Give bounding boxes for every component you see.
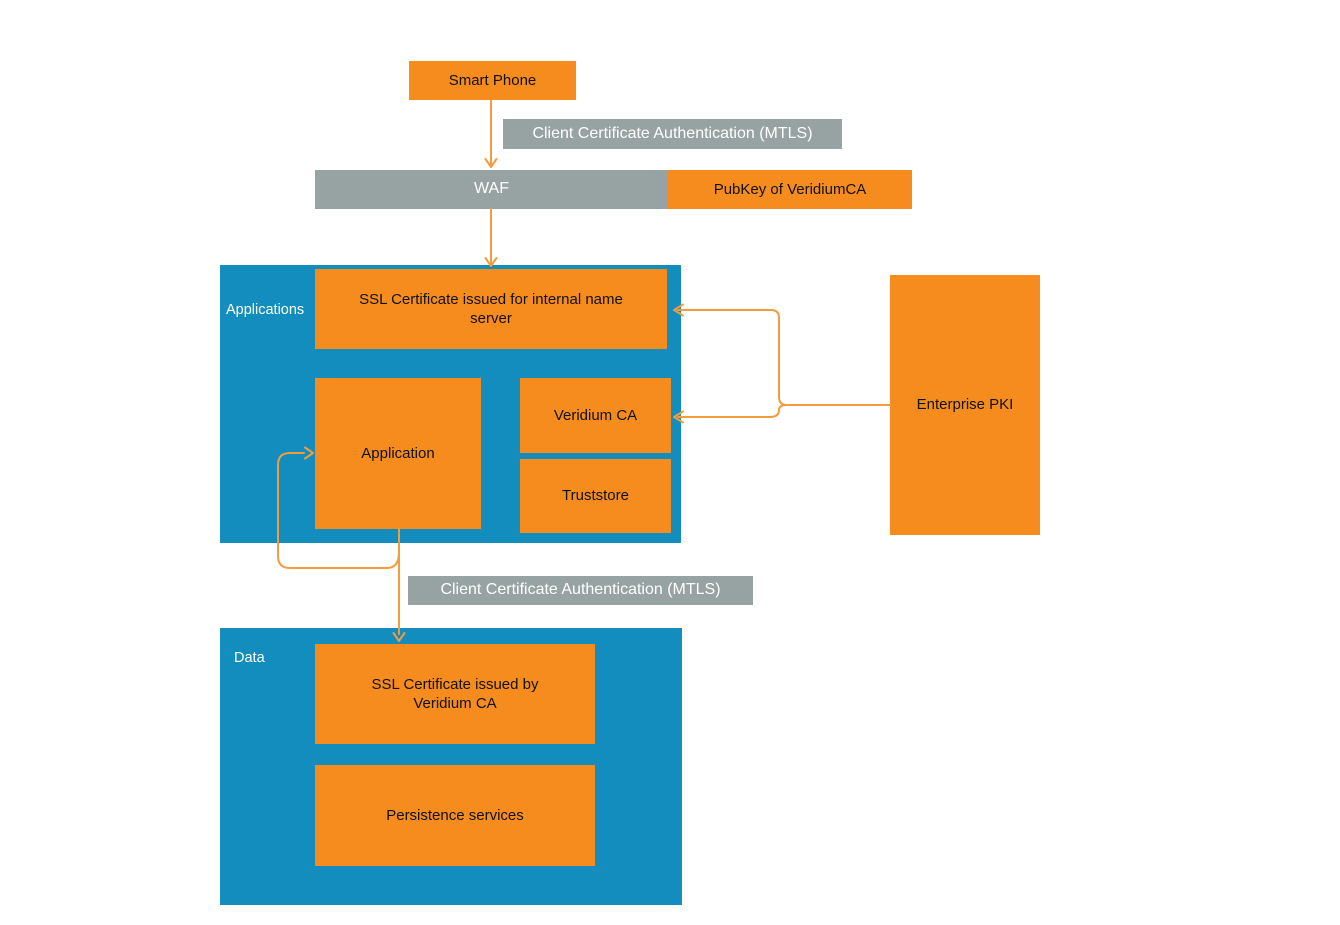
zone-data-label: Data	[234, 650, 265, 666]
node-ssl-cert-internal: SSL Certificate issued for internal name server	[315, 269, 667, 349]
zone-applications-label: Applications	[226, 302, 305, 318]
node-truststore: Truststore	[520, 459, 671, 533]
node-pubkey-veridiumca: PubKey of VeridiumCA	[668, 170, 912, 209]
node-ssl-cert-veridium: SSL Certificate issued by Veridium CA	[315, 644, 595, 744]
node-smart-phone: Smart Phone	[409, 61, 576, 100]
node-veridium-ca: Veridium CA	[520, 378, 671, 453]
edge-label-mtls-bottom: Client Certificate Authentication (MTLS)	[408, 576, 753, 605]
node-application: Application	[315, 378, 481, 529]
node-persistence-services: Persistence services	[315, 765, 595, 866]
edge-label-mtls-top: Client Certificate Authentication (MTLS)	[503, 119, 842, 149]
arrowhead-down-waf	[486, 159, 497, 167]
node-enterprise-pki: Enterprise PKI	[890, 275, 1040, 535]
node-waf: WAF	[315, 170, 668, 209]
edge-pki-to-ssl-internal	[678, 310, 890, 405]
edge-pki-to-veridium-ca	[678, 405, 787, 417]
